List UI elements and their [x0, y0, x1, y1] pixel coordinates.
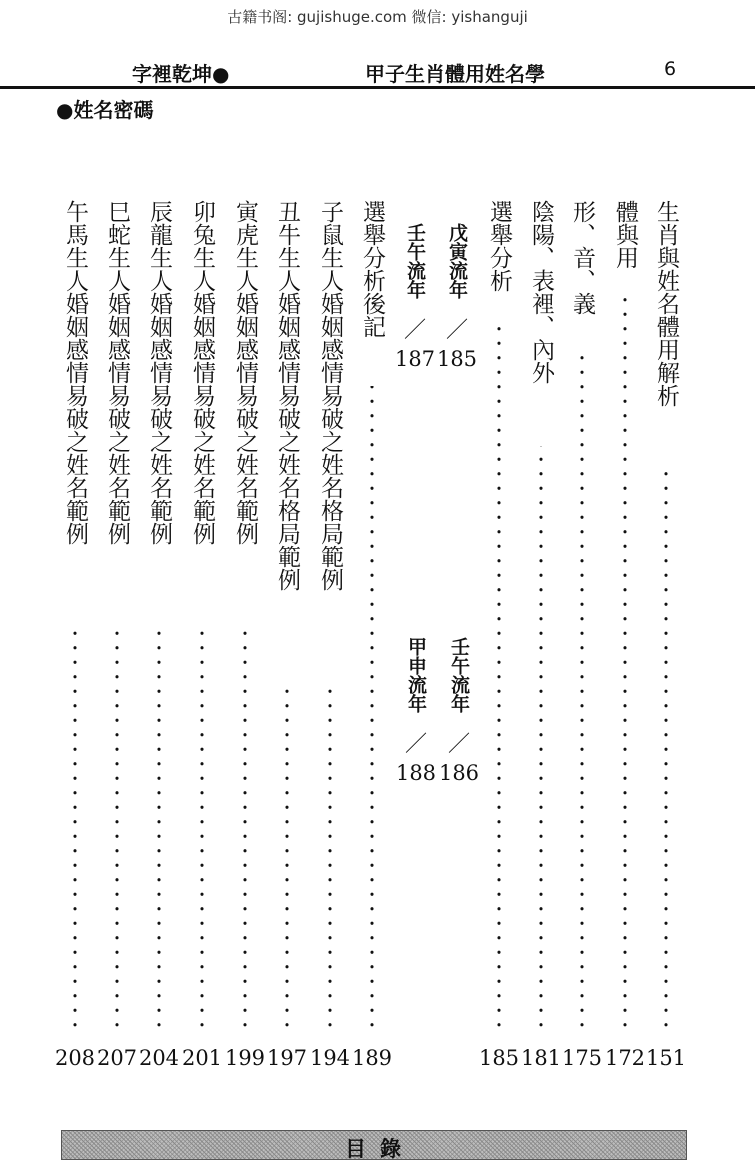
leader-dots: [115, 626, 119, 1032]
toc-entry-page: 208: [54, 1046, 96, 1070]
sub-entry-page: 187: [394, 347, 436, 371]
leader-dots: [285, 686, 289, 1032]
sub-entry[interactable]: [394, 203, 436, 371]
toc-entry-page: 189: [351, 1046, 393, 1070]
toc-entry-title: 陰陽、表裡、內外: [528, 200, 554, 384]
toc-entry[interactable]: [645, 200, 687, 1070]
toc-entry-page: 199: [224, 1046, 266, 1070]
sub-entry[interactable]: [395, 617, 437, 785]
sub-entry-title: 壬午流年: [404, 223, 426, 299]
toc-entry[interactable]: [561, 200, 603, 1070]
toc-entry[interactable]: [138, 200, 180, 1070]
toc-entry-page: 172: [604, 1046, 646, 1070]
toc-entry[interactable]: [309, 200, 351, 1070]
toc-entry-title: 選舉分析: [486, 200, 512, 292]
watermark-text: 古籍书阁: gujishuge.com 微信: yishanguji: [227, 8, 528, 26]
sub-entry-page: 188: [395, 761, 437, 785]
leader-dots: [623, 296, 627, 1032]
toc-entry[interactable]: [604, 200, 646, 1070]
slash-mark: ／: [447, 732, 470, 757]
sub-entry-title: 戊寅流年: [446, 223, 468, 299]
header-rule: [0, 86, 755, 89]
toc-entry[interactable]: [351, 200, 393, 1070]
leader-dots: [328, 686, 332, 1032]
leader-dots: [73, 626, 77, 1032]
toc-entry[interactable]: [54, 200, 96, 1070]
leader-dots: [664, 472, 668, 1032]
leader-dots: [370, 386, 374, 1032]
toc-entry[interactable]: [181, 200, 223, 1070]
toc-entry-title: 卯兔生人婚姻感情易破之姓名範例: [189, 200, 215, 545]
toc-entry-title: 子鼠生人婚姻感情易破之姓名格局範例: [317, 200, 343, 591]
leader-dots: [157, 626, 161, 1032]
leader-dots: [580, 356, 584, 1032]
toc-entry-page: 204: [138, 1046, 180, 1070]
leader-dots: [539, 446, 543, 1032]
sub-entry-title: 甲申流年: [405, 637, 427, 713]
toc-entry-title: 丑牛生人婚姻感情易破之姓名格局範例: [274, 200, 300, 591]
slash-mark: ／: [403, 318, 426, 343]
toc-entry-title: 體與用: [612, 200, 638, 269]
footer-label: 目錄: [345, 1137, 415, 1161]
sub-entry-title: 壬午流年: [448, 637, 470, 713]
toc-entry[interactable]: [96, 200, 138, 1070]
sub-entry-page: 186: [438, 761, 480, 785]
sub-entry[interactable]: [436, 203, 478, 371]
header-left-title: 字裡乾坤●: [132, 62, 230, 86]
leader-dots: [243, 626, 247, 1032]
toc-entry-page: 194: [309, 1046, 351, 1070]
sub-entry-page: 185: [436, 347, 478, 371]
toc-entry[interactable]: [266, 200, 308, 1070]
slash-mark: ／: [445, 318, 468, 343]
toc-entry-title: 寅虎生人婚姻感情易破之姓名範例: [232, 200, 258, 545]
toc-entry[interactable]: [478, 200, 520, 1070]
toc-entry-page: 207: [96, 1046, 138, 1070]
sub-entry[interactable]: [438, 617, 480, 785]
toc-entry[interactable]: [224, 200, 266, 1070]
toc-entry-page: 181: [520, 1046, 562, 1070]
toc-entry-page: 151: [645, 1046, 687, 1070]
toc-entry[interactable]: [520, 200, 562, 1070]
toc-entry-title: 形、音、義: [569, 200, 595, 315]
slash-mark: ／: [404, 732, 427, 757]
toc-entry-title: 巳蛇生人婚姻感情易破之姓名範例: [104, 200, 130, 545]
toc-entry-title: 辰龍生人婚姻感情易破之姓名範例: [146, 200, 172, 545]
leader-dots: [200, 626, 204, 1032]
toc-entry-title: 午馬生人婚姻感情易破之姓名範例: [62, 200, 88, 545]
toc-entry-page: 197: [266, 1046, 308, 1070]
toc-entry-page: 175: [561, 1046, 603, 1070]
toc-entry-title: 選舉分析後記: [359, 200, 385, 338]
toc-entry-page: 201: [181, 1046, 223, 1070]
leader-dots: [497, 326, 501, 1032]
toc-entry-page: 185: [478, 1046, 520, 1070]
section-title: ●姓名密碼: [56, 98, 154, 122]
toc-entry-title: 生肖與姓名體用解析: [653, 200, 679, 407]
header-book-title: 甲子生肖體用姓名學: [365, 62, 545, 86]
page-number: 6: [664, 58, 677, 80]
